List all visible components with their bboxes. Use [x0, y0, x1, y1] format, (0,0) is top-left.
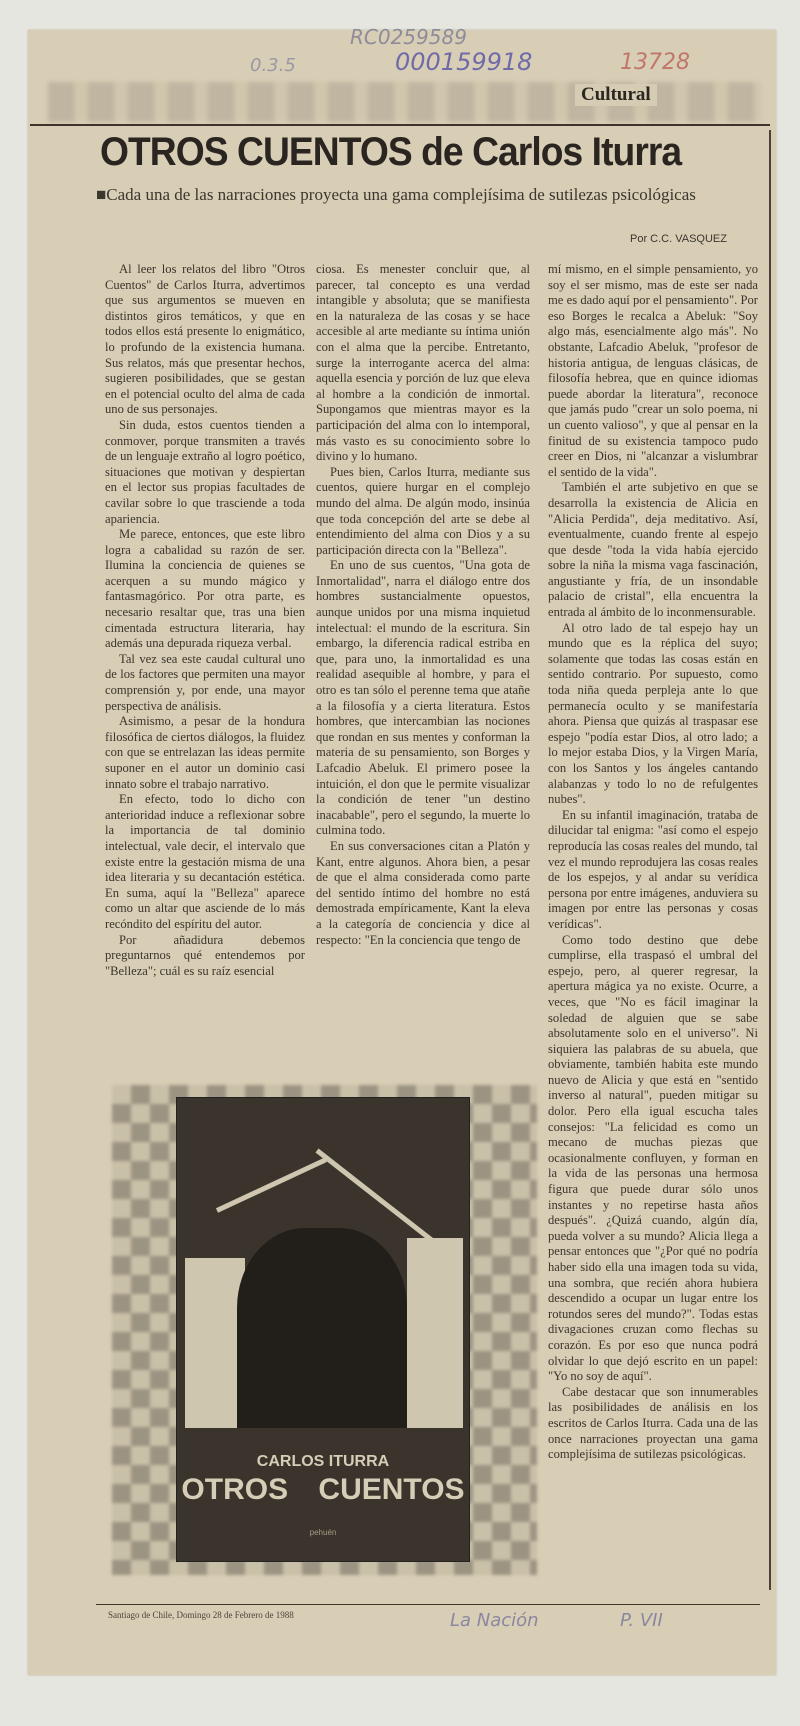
paragraph: En uno de sus cuentos, "Una gota de Inmortalidad", narra el diálogo entre dos hombres sustancialmente opuestos, aunque unidos por una misma inquietud intelectual: el mundo de la escritura. Sin embargo, la diferencia radical estriba en que, para uno, la inmortalidad es una realidad asequible al hombre, y para el otro es tan sólo el perenne tema que atañe a la filosofía y a cierta literatura. Estos hombres, que intercambian las nociones que rondan en sus mentes y conforman la materia de su pensamiento, son Borges y Lafcadio Abeluk. El primero posee la intuición, el don que le permite visualizar la condición de tener "un destino inacabable", pero el segundo, la muerte lo culmina todo. [316, 558, 530, 838]
paragraph: Cabe destacar que son innumerables las posibilidades de análisis en los escritos de Carlos Iturra. Cada una de las once narraciones proyectan una gama complejísima de sutilezas psicológicas. [548, 1384, 758, 1462]
paragraph: En su infantil imaginación, trataba de dilucidar tal enigma: "así como el espejo reproducía las cosas reales del mundo, tal vez el mundo reprodujera las cosas reales de los espejos, y al andar su verídica persona por entre imágenes, anduviera su imagen por entre las personas y cosas verídicas". [548, 807, 758, 931]
cover-figure [237, 1228, 407, 1428]
paragraph: Como todo destino que debe cumplirse, ella traspasó el umbral del espejo, pero, al querer regresar, la apertura mágica ya no existe. Ocurre, a veces, que "No es fácil imaginar la soledad de alguien que se sabe absolutamente solo en el universo". Ni siquiera las palabras de su abuela, que obviamente, también habita este mundo nuevo de Alicia y que está en "sentido inverso al natural", pueden mitigar su dolor. Pero ella igual escucha tales consejos: "La felicidad es como un mecano de muchas piezas que ocasionalmente confluyen, y forman en la vida de las personas una hermosa figura que puede durar sólo unos instantes y no repetirse hasta años después". ¿Quizá cuando, algún día, pueda volver a su mundo? Alicia llega a pensar entonces que "¿Por qué no podría haber sido ella una imagen toda su vida, una sombra, que recién ahora hubiera descendido a ocupar un lugar entre los rotundos seres del mundo?". Todas estas divagaciones cruzan como flechas su corazón. Es por eso que nunca podrá olvidar lo que dejó escrito en un papel: "Yo no soy de aquí". [548, 932, 758, 1384]
section-label: Cultural [575, 84, 657, 106]
handwritten-catalog-code: RC0259589 [350, 25, 467, 49]
cover-light-ray [216, 1158, 327, 1213]
cover-title: OTROS CUENTOS [181, 1473, 465, 1506]
paragraph: Por añadidura debemos preguntarnos qué entendemos por "Belleza"; cuál es su raíz esencial [105, 932, 305, 978]
handwritten-mark: 0.3.5 [250, 55, 296, 76]
article-column-2 [316, 262, 530, 948]
handwritten-red-number: 13728 [620, 50, 690, 75]
paragraph: En sus conversaciones citan a Platón y Kant, entre algunos. Ahora bien, a pesar de que el alma considerada como parte del sentido íntimo del hombre no está demostrada empíricamente, Kant la eleva a la categoría de conciencia y dice al respecto: "En la conciencia que tengo de [316, 838, 530, 947]
paragraph: Me parece, entonces, que este libro logra a cabalidad su razón de ser. Ilumina la conciencia de quienes se acerquen a su mundo mágico y fantasmagórico. Por otra parte, es necesario resaltar que, tras una bien cimentada estructura literaria, hay además una depurada riqueza verbal. [105, 527, 305, 651]
article-deck: ■Cada una de las narraciones proyecta una gama complejísima de sutilezas psicológicas [96, 185, 696, 204]
article-title: OTROS CUENTOS de Carlos Iturra [100, 130, 682, 174]
article-column-3 [548, 262, 758, 1463]
handwritten-inventory-number: 000159918 [395, 48, 533, 76]
cover-light-panel [407, 1238, 463, 1428]
book-cover-image [176, 1097, 470, 1562]
cover-author: CARLOS ITURRA [256, 1453, 390, 1470]
handwritten-page: P. VII [620, 1610, 663, 1631]
column-border [769, 130, 771, 1590]
paragraph: Al leer los relatos del libro "Otros Cuentos" de Carlos Iturra, advertimos que sus argumentos se mueven en distintos giros temáticos, y que en todos ellos está presente lo enigmático, lo profundo de la existencia humana. Sus relatos, más que presentar hechos, sugieren posibilidades, que se gestan en el potencial oculto del alma de cada uno de sus personajes. [105, 262, 305, 417]
cover-light-panel [185, 1258, 245, 1428]
footer-rule [96, 1604, 760, 1605]
paragraph: Sin duda, estos cuentos tienden a conmover, porque transmiten a través de un lenguaje extraño al logro poético, situaciones que motivan y despiertan en el lector sus propias facultades de cavilar sobre lo que trasciende a toda apariencia. [105, 417, 305, 526]
handwritten-source: La Nación [450, 1610, 539, 1631]
header-rule [30, 124, 770, 126]
byline: Por C.C. VASQUEZ [630, 233, 727, 245]
cover-publisher: pehuén [309, 1528, 337, 1537]
article-column-1 [105, 262, 305, 979]
deck-text: Cada una de las narraciones proyecta una gama complejísima de sutilezas psicológicas [106, 185, 696, 204]
paragraph: En efecto, todo lo dicho con anterioridad induce a reflexionar sobre la importancia de tal dominio intelectual, vale decir, el intervalo que existe entre la gestación misma de una idea literaria y su decantación estética. En suma, aquí la "Belleza" aparece como un altar que asciende de lo más recóndito del espíritu del autor. [105, 792, 305, 931]
paragraph: Al otro lado de tal espejo hay un mundo que es la réplica del suyo; solamente que todas las cosas están en sentido contrario. Por supuesto, como toda niña queda perpleja ante lo que permanecía oculto y se manifestaría ahora. Piensa que quizás al traspasar ese espejo "podía estar Dios, al otro lado; a lo mejor estaba Dios, y la Virgen María, con los Santos y los ángeles cantando alabanzas y todo lo no de refulgentes nubes". [548, 620, 758, 807]
paragraph: Tal vez sea este caudal cultural uno de los factores que permiten una mayor comprensión y, por ende, una mayor perspectiva de análisis. [105, 651, 305, 713]
paragraph: Pues bien, Carlos Iturra, mediante sus cuentos, quiere hurgar en el complejo mundo del alma. De algún modo, insinúa que toda concepción del arte se debe al entendimiento del alma con Dios y a su participación directa con la "Belleza". [316, 464, 530, 557]
paragraph: ciosa. Es menester concluir que, al parecer, tal concepto es una verdad intangible y absoluta; que se manifiesta en la naturaleza de las cosas y se hace accesible al arte mediante su íntima unión con el alma que la percibe. Entretanto, surge la interrogante acerca del alma: aquella esencia y porción de luz que eleva al hombre a la condición de inmortal. Supongamos que mientras mayor es la participación del alma con lo intemporal, más vasto es su conocimiento sobre lo divino y lo humano. [316, 262, 530, 464]
paragraph: Asimismo, a pesar de la hondura filosófica de ciertos diálogos, la fluidez con que se entrelazan las ideas permite suponer en el autor un dominio casi innato sobre el trabajo narrativo. [105, 714, 305, 791]
publication-date-footer: Santiago de Chile, Domingo 28 de Febrero de 1988 [108, 1610, 294, 1620]
paragraph: También el arte subjetivo en que se desarrolla la existencia de Alicia en "Alicia Perdida", deja meditativo. Así, eventualmente, cuando frente al espejo que desde "toda la vida había ejercido sobre la niña la misma vaga fascinación, angustiante y fría, de un insondable palacio de cristal", ella encuentra la entrada al ámbito de lo inconmensurable. [548, 480, 758, 620]
paragraph: mí mismo, en el simple pensamiento, yo soy el ser mismo, mas de este ser nada me es dado aquí por el pensamiento". Por eso Borges le recalca a Abeluk: "Soy algo más, esencialmente algo más". No obstante, Lafcadio Abeluk, "profesor de historia antigua, de lenguas clásicas, de filosofía hebrea, que en quince idiomas puede abordar la literatura", reconoce que jamás pudo "crear un solo poema, ni un cuento valioso", y que al pensar en la finitud de su existencia tampoco pudo creer en Dios, ni "alcanzar a vislumbrar el sentido de la vida". [548, 262, 758, 479]
